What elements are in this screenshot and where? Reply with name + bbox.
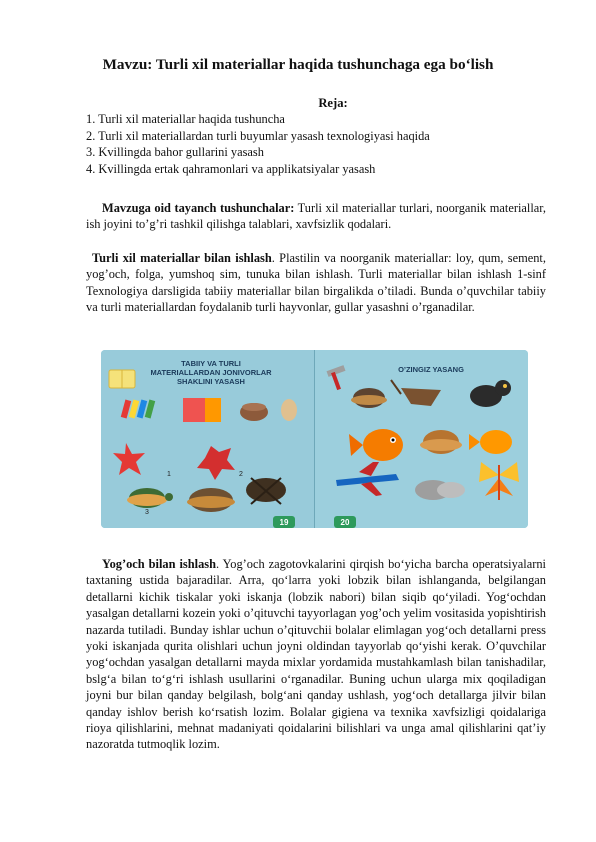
wood-label: Yog’och bilan ishlash: [102, 557, 216, 571]
concepts-label: Mavzuga oid tayanch tushunchalar:: [102, 201, 295, 215]
page-number-left: 19: [279, 518, 289, 527]
materials-text: . Plastilin va noorganik materiallar: loy, qum, sement, yog’och, folga, yumshoq sim, tunuka bilan ishlash. Turli materiallar bilan ishlash 1-sinf Texnologiya darsligida tabiiy materiallar bilan birgalikda o’tiladi. Bunda o’quvchilar tabiiy va turli materiallardan foydalanib turli hayvonlar, gullar yasashni o’rganadilar.: [86, 251, 546, 315]
plan-list: [86, 111, 546, 177]
concepts-text: Turli xil materiallar turlari, noorganik materiallar, ish joyini to’g’ri tashkil qilishga talablari, xavfsizlik qodalari.: [86, 201, 547, 232]
plan-item: 4. Kvillingda ertak qahramonlari va applikatsiyalar yasash: [86, 161, 376, 176]
right-title: O’ZINGIZ YASANG: [398, 365, 464, 374]
step-number: 2: [239, 471, 243, 478]
concepts-paragraph: [86, 200, 546, 233]
plan-heading: Reja:: [318, 96, 348, 110]
page-title: Mavzu: Turli xil materiallar haqida tushunchaga ega bo‘lish: [102, 56, 494, 73]
materials-paragraph: [86, 250, 546, 316]
shell-icon: [281, 399, 297, 421]
book-icon: [109, 370, 135, 388]
step-number: 1: [167, 471, 171, 478]
red-paper-icon: [183, 398, 205, 422]
illustration-svg: [101, 350, 528, 528]
step-number: 3: [145, 509, 149, 516]
plan-item: 2. Turli xil materiallardan turli buyumlar yasash texnologiyasi haqida: [86, 128, 430, 143]
wood-text: . Yog’och zagotovkalarini qirqish bo‘yicha barcha operatsiyalarni taxtaning ustida bajaradilar. Arra, qo‘larra yoki lobzik bilan ishlanganda, belgilangan detallarni kichik tiskalar yoki iskanja (lobzik nabori) bilan siqib qo‘yiladi. Yog‘ochdan yasalgan detallarni kozein yoki o’qituvchi tayyorlagan yog’och yelim vositasida yopishtirish nazarda tutiladi. Bunday ishlar uchun o’qituvchii bolalar elimlagan yog‘och detallarni press yoki iskanjada qurita olishlari uchun joyni oldindan tayyorlab qo‘yishi kerak. O’quvchilar yog‘ochdan yasalgan detallarni mayda mixlar yordamida mustahkamlash bilan tanishadilar, bslg‘a bilan to‘g‘ri ishlash usullarini o‘rganadilar. Buning uchun ularga mix qoqiladigan joyni bur bilan qanday belgilash, bolg‘ani qanday ushlash, yog‘och detallarga jilvir bilan qanday ishlov berish ko‘rsatish lozim. Bolalar gigiena va texnika xavfsizligi qoidalariga rioya qilishlarini, mehnat madaniyati qoidalarini bilishlari va unga amal qilishlarini qat’iy nazoratda tutmoqlik lozim.: [86, 557, 546, 752]
page-number-right: 20: [340, 518, 350, 527]
left-title-line: SHAKLINI YASASH: [177, 377, 245, 386]
snail-figure: [415, 480, 465, 500]
left-title-line: MATERIALLARDAN JONIVORLAR: [150, 368, 272, 377]
orange-paper-icon: [205, 398, 221, 422]
plan-item: 1. Turli xil materiallar haqida tushuncha: [86, 112, 285, 126]
wood-paragraph: [86, 556, 546, 753]
materials-label: Turli xil materiallar bilan ishlash: [92, 251, 272, 265]
textbook-illustration: [101, 350, 528, 528]
plan-item: 3. Kvillingda bahor gullarini yasash: [86, 145, 264, 160]
left-title-line: TABIIY VA TURLI: [181, 359, 241, 368]
